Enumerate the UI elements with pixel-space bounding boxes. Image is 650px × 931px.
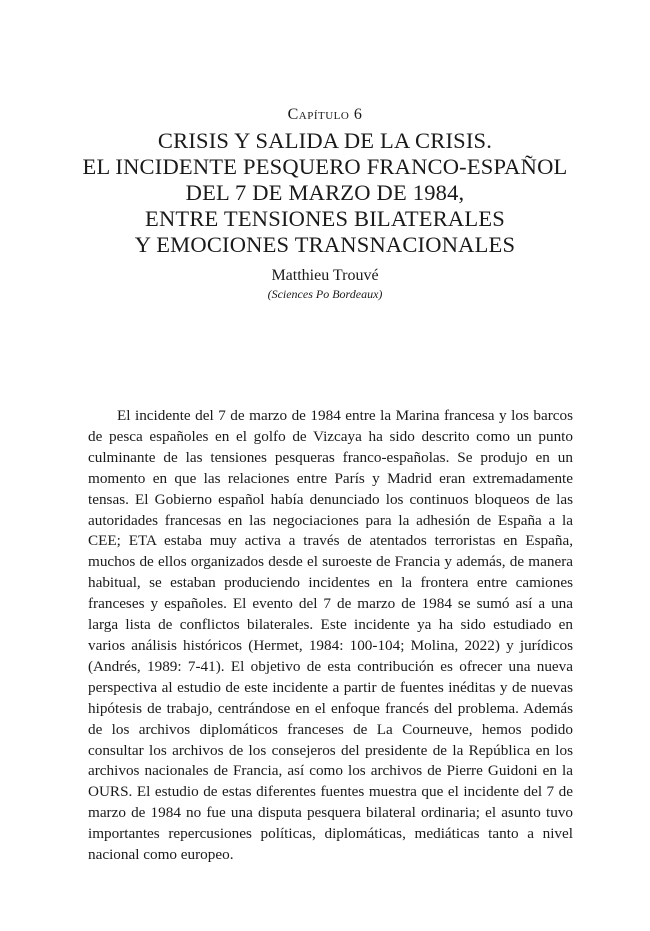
author-affiliation: (Sciences Po Bordeaux) bbox=[267, 287, 383, 301]
chapter-title bbox=[0, 128, 650, 258]
chapter-title-line: Y EMOCIONES TRANSNACIONALES bbox=[134, 232, 516, 257]
chapter-title-line: DEL 7 DE MARZO DE 1984, bbox=[185, 180, 465, 205]
author-name: Matthieu Trouvé bbox=[271, 267, 379, 284]
body-paragraph: El incidente del 7 de marzo de 1984 entre la Marina francesa y los barcos de pesca españoles en el golfo de Vizcaya ha sido descrito como un punto culminante de las tensiones pesqueras franco-españolas. Se produjo en un momento en que las relaciones entre París y Madrid eran extremadamente tensas. El Gobierno español había denunciado los continuos bloqueos de las autoridades francesas en las negociaciones para la adhesión de España a la CEE; ETA estaba muy activa a través de atentados terroristas en España, muchos de ellos organizados desde el suroeste de Francia y además, de manera habitual, se estaban produciendo incidentes en la frontera entre camiones franceses y españoles. El evento del 7 de marzo de 1984 se sumó así a una larga lista de conflictos bilaterales. Este incidente ya ha sido estudiado en varios análisis históricos (Hermet, 1984: 100-104; Molina, 2022) y jurídicos (Andrés, 1989: 7-41). El objetivo de esta contribución es ofrecer una nueva perspectiva al estudio de este incidente a partir de fuentes inéditas y de nuevas hipótesis de trabajo, centrándose en el enfoque francés del problema. Además de los archivos diplomáticos franceses de La Courneuve, hemos podido consultar los archivos de los consejeros del presidente de la República en los archivos nacionales de Francia, así como los archivos de Pierre Guidoni en la OURS. El estudio de estas diferentes fuentes muestra que el incidente del 7 de marzo de 1984 no fue una disputa pesquera bilateral ordinaria; el asunto tuvo importantes repercusiones políticas, diplomáticas, mediáticas tanto a nivel nacional como europeo. bbox=[88, 407, 573, 864]
chapter-title-line: EL INCIDENTE PESQUERO FRANCO-ESPAÑOL bbox=[82, 154, 568, 179]
chapter-heading bbox=[0, 104, 650, 302]
chapter-title-line: CRISIS Y SALIDA DE LA CRISIS. bbox=[157, 128, 493, 153]
chapter-title-line: ENTRE TENSIONES BILATERALES bbox=[145, 206, 505, 231]
chapter-label: Capítulo 6 bbox=[287, 106, 363, 123]
